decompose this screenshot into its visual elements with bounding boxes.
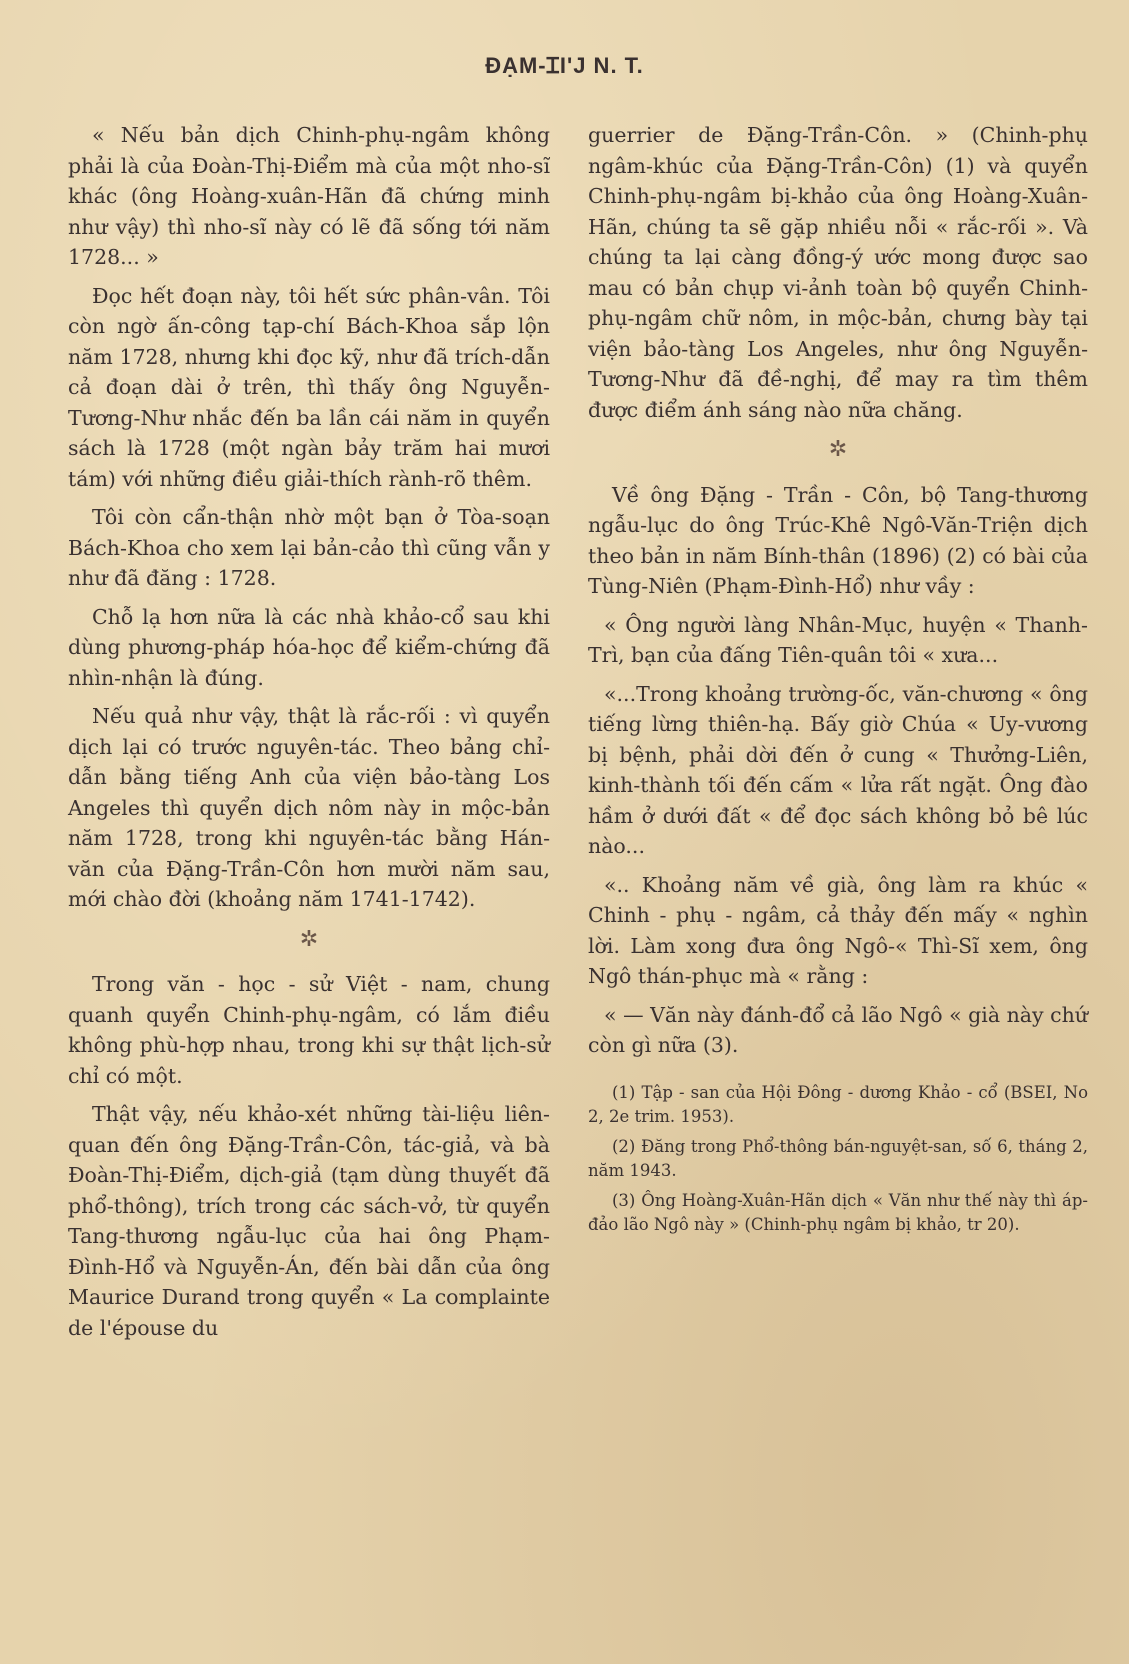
paragraph: Chỗ lạ hơn nữa là các nhà khảo-cổ sau khi dùng phương-pháp hóa-học để kiểm-chứng đã nhìn-nhận là đúng.: [68, 604, 550, 690]
paragraph: « Nếu bản dịch Chinh-phụ-ngâm không phải là của Đoàn-Thị-Điểm mà của một nho-sĩ khác (ông Hoàng-xuân-Hãn đã chứng minh như vậy) thì nho-sĩ này có lẽ đã sống tới năm 1728... »: [68, 123, 550, 269]
right-column: [588, 120, 1088, 1243]
left-column: [68, 120, 550, 1351]
quote-block: «...Trong khoảng trường-ốc, văn-chương « ông tiếng lừng thiên-hạ. Bấy giờ Chúa « Uy-vương bị bệnh, phải dời đến ở cung « Thưởng-Liên, kinh-thành tối đến cấm « lửa rất ngặt. Ông đào hầm ở dưới đất « để đọc sách không bỏ bê lúc nào...: [588, 681, 1088, 858]
quote-block: « Ông người làng Nhân-Mục, huyện « Thanh-Trì, bạn của đấng Tiên-quân tôi « xưa...: [588, 612, 1088, 667]
page-header: ĐẠM-ꞮI'J N. T.: [485, 53, 644, 78]
section-divider-star: ✲: [299, 926, 319, 952]
footnote-spacer: [588, 1069, 1088, 1081]
paragraph: Đọc hết đoạn này, tôi hết sức phân-vân. Tôi còn ngờ ấn-công tạp-chí Bách-Khoa sắp lộn năm 1728, nhưng khi đọc kỹ, như đã trích-dẫn cả đoạn dài ở trên, thì thấy ông Nguyễn-Tương-Như nhắc đến ba lần cái năm in quyển sách là 1728 (một ngàn bảy trăm hai mươi tám) với những điều giải-thích rành-rõ thêm.: [68, 283, 550, 491]
quote-block: « — Văn này đánh-đổ cả lão Ngô « già này chứ còn gì nữa (3).: [588, 1002, 1088, 1057]
quote-block: «.. Khoảng năm về già, ông làm ra khúc « Chinh - phụ - ngâm, cả thảy đến mấy « nghìn lời. Làm xong đưa ông Ngô-« Thì-Sĩ xem, ông Ngô thán-phục mà « rằng :: [588, 872, 1088, 988]
footnote: (3) Ông Hoàng-Xuân-Hãn dịch « Văn như thế này thì áp-đảo lão Ngô này » (Chinh-phụ ngâm bị khảo, tr 20).: [588, 1190, 1088, 1234]
paragraph: Tôi còn cẩn-thận nhờ một bạn ở Tòa-soạn Bách-Khoa cho xem lại bản-cảo thì cũng vẫn y như đã đăng : 1728.: [68, 505, 550, 590]
paragraph: Về ông Đặng - Trần - Côn, bộ Tang-thương ngẫu-lục do ông Trúc-Khê Ngô-Văn-Triện dịch theo bản in năm Bính-thân (1896) (2) có bài của Tùng-Niên (Phạm-Đình-Hổ) như vầy :: [588, 482, 1088, 598]
section-divider-star: ✲: [828, 437, 848, 462]
footnote: (1) Tập - san của Hội Đông - dương Khảo - cổ (BSEI, No 2, 2e trim. 1953).: [588, 1082, 1088, 1126]
paragraph: Thật vậy, nếu khảo-xét những tài-liệu liên-quan đến ông Đặng-Trần-Côn, tác-giả, và bà Đoàn-Thị-Điểm, dịch-giả (tạm dùng thuyết đã phổ-thông), trích trong các sách-vở, từ quyển Tang-thương ngẫu-lục của hai ông Phạm-Đình-Hổ và Nguyễn-Án, đến bài dẫn của ông Maurice Durand trong quyển « La complainte de l'épouse du: [68, 1102, 550, 1340]
paragraph: Trong văn - học - sử Việt - nam, chung quanh quyển Chinh-phụ-ngâm, có lắm điều không phù-hợp nhau, trong khi sự thật lịch-sử chỉ có một.: [68, 972, 550, 1088]
footnote: (2) Đăng trong Phổ-thông bán-nguyệt-san, số 6, tháng 2, năm 1943.: [588, 1136, 1088, 1180]
paragraph: guerrier de Đặng-Trần-Côn. » (Chinh-phụ ngâm-khúc của Đặng-Trần-Côn) (1) và quyển Chinh-phụ-ngâm bị-khảo của ông Hoàng-Xuân-Hãn, chúng ta sẽ gặp nhiều nỗi « rắc-rối ». Và chúng ta lại càng đồng-ý ước mong được sao mau có bản chụp vi-ảnh toàn bộ quyển Chinh-phụ-ngâm chữ nôm, in mộc-bản, chưng bày tại viện bảo-tàng Los Angeles, như ông Nguyễn-Tương-Như đã đề-nghị, để may ra tìm thêm được điểm ánh sáng nào nữa chăng.: [588, 123, 1088, 422]
paragraph: Nếu quả như vậy, thật là rắc-rối : vì quyển dịch lại có trước nguyên-tác. Theo bảng chỉ-dẫn bằng tiếng Anh của viện bảo-tàng Los Angeles thì quyển dịch nôm này in mộc-bản năm 1728, trong khi nguyên-tác bằng Hán-văn của Đặng-Trần-Côn hơn mười năm sau, mới chào đời (khoảng năm 1741-1742).: [68, 704, 550, 911]
